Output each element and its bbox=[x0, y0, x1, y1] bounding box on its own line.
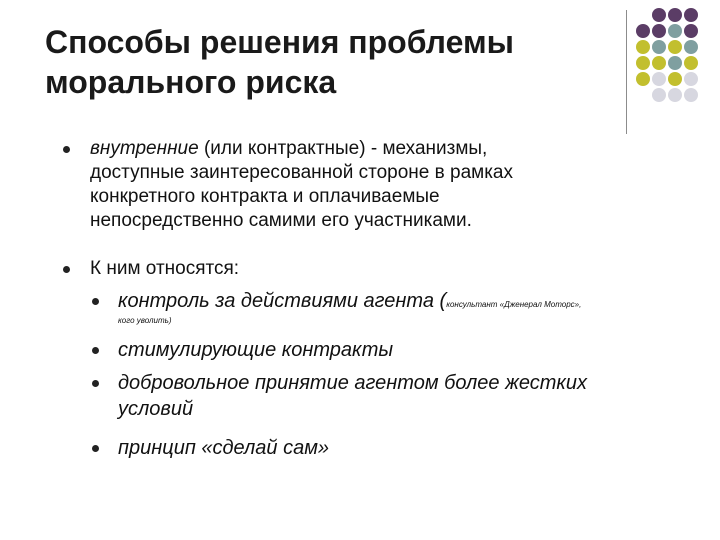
decor-dot bbox=[684, 40, 698, 54]
decor-dot bbox=[668, 8, 682, 22]
decor-dot bbox=[636, 56, 650, 70]
incentive-contracts-text: стимулирующие контракты bbox=[118, 339, 394, 361]
decor-dot bbox=[684, 72, 698, 86]
italic-term-internal: внутренние bbox=[90, 138, 199, 159]
title-line-1: Способы решения проблемы bbox=[45, 24, 514, 60]
decor-dot bbox=[636, 24, 650, 38]
voluntary-acceptance-line-2: условий bbox=[118, 398, 194, 420]
slide-title bbox=[45, 22, 615, 102]
decor-dot bbox=[652, 24, 666, 38]
decor-dot bbox=[684, 8, 698, 22]
decor-dot bbox=[636, 40, 650, 54]
sub-bullet-marker bbox=[92, 445, 99, 452]
decor-dot bbox=[652, 56, 666, 70]
decor-dot-empty bbox=[636, 8, 650, 22]
sub-bullet-marker bbox=[92, 380, 99, 387]
decor-dot bbox=[652, 40, 666, 54]
bullet-internal-mechanisms bbox=[90, 137, 513, 233]
title-line-2: морального риска bbox=[45, 64, 337, 100]
decor-dot bbox=[652, 8, 666, 22]
decor-dot bbox=[684, 88, 698, 102]
decor-dot bbox=[652, 72, 666, 86]
sub-bullet-marker bbox=[92, 298, 99, 305]
do-it-yourself-text: принцип «сделай сам» bbox=[118, 437, 330, 459]
line-4: непосредственно самими его участниками. bbox=[90, 210, 472, 231]
sub-bullet-agent-control bbox=[118, 288, 581, 326]
decor-dot bbox=[668, 72, 682, 86]
includes-text: К ним относятся: bbox=[90, 258, 240, 279]
voluntary-acceptance-line-1: добровольное принятие агентом более жестких bbox=[118, 372, 587, 394]
decor-dot-empty bbox=[636, 88, 650, 102]
decor-dot bbox=[668, 24, 682, 38]
decor-dot bbox=[652, 88, 666, 102]
line-2: доступные заинтересованной стороне в рамках bbox=[90, 162, 513, 183]
sub-bullet-marker bbox=[92, 347, 99, 354]
line-3: конкретного контракта и оплачиваемые bbox=[90, 186, 440, 207]
decor-dot bbox=[636, 72, 650, 86]
decorative-dot-grid bbox=[635, 7, 699, 103]
sub-bullet-do-it-yourself bbox=[118, 435, 329, 461]
bullet-marker bbox=[63, 266, 70, 273]
divider-line bbox=[626, 10, 627, 134]
line-1-rest: (или контрактные) - механизмы, bbox=[198, 138, 488, 159]
bullet-marker bbox=[63, 146, 70, 153]
sub-bullet-voluntary-acceptance bbox=[118, 370, 587, 422]
consultant-note: консультант «Дженерал Моторс», bbox=[446, 300, 582, 309]
decor-dot bbox=[684, 56, 698, 70]
bullet-includes bbox=[90, 257, 239, 281]
decor-dot bbox=[684, 24, 698, 38]
decor-dot bbox=[668, 88, 682, 102]
decor-dot bbox=[668, 56, 682, 70]
sub-bullet-incentive-contracts bbox=[118, 337, 393, 363]
agent-control-text: контроль за действиями агента ( bbox=[118, 290, 447, 312]
consultant-note-line-2: кого уволить) bbox=[118, 316, 172, 325]
decor-dot bbox=[668, 40, 682, 54]
